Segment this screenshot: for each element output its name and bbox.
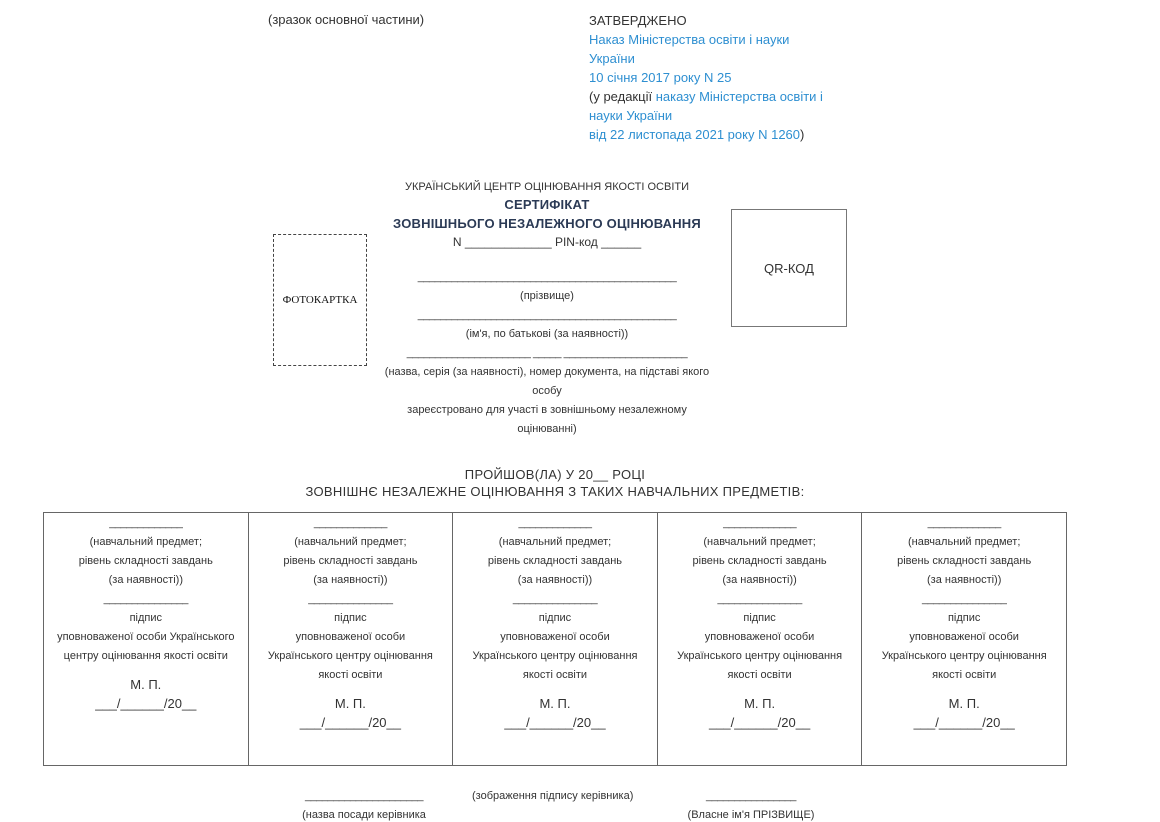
subject-cell-1 bbox=[44, 513, 249, 766]
subject-caption-line3: (за наявності)) bbox=[927, 574, 1002, 586]
subject-caption-line1: (навчальний предмет; bbox=[907, 536, 1021, 548]
certificate-title: СЕРТИФІКАТ bbox=[504, 197, 590, 212]
passed-subjects-line: ЗОВНІШНЄ НЕЗАЛЕЖНЕ ОЦІНЮВАННЯ З ТАКИХ НАВЧАЛЬНИХ ПРЕДМЕТІВ: bbox=[305, 484, 805, 499]
signature-caption-line1: підпис bbox=[129, 612, 162, 624]
head-position-rule: _____________________ bbox=[305, 790, 423, 802]
head-name-caption: (Власне ім'я ПРІЗВИЩЕ) bbox=[687, 809, 815, 821]
qr-code-placeholder bbox=[731, 209, 847, 327]
certificate-number-line: N _____________ PIN-код ______ bbox=[452, 235, 642, 249]
subject-caption-line3: (за наявності)) bbox=[722, 574, 797, 586]
signature-caption-line4: якості освіти bbox=[522, 669, 588, 681]
subject-rule: _____________ bbox=[109, 517, 183, 529]
signature-caption-line2: уповноваженої особи bbox=[295, 631, 406, 643]
head-name-block bbox=[686, 787, 816, 822]
order-link-line2[interactable]: України bbox=[589, 51, 635, 66]
order-date-link[interactable]: 10 січня 2017 року N 25 bbox=[589, 70, 732, 85]
edition-date-line bbox=[589, 125, 859, 144]
stamp-label: М. П. bbox=[948, 696, 980, 711]
photo-label: ФОТОКАРТКА bbox=[282, 294, 358, 306]
subject-cell-3 bbox=[453, 513, 658, 766]
qr-label: QR-КОД bbox=[764, 260, 814, 276]
subject-caption-line1: (навчальний предмет; bbox=[703, 536, 816, 548]
signature-caption-line3: Українського центру оцінювання bbox=[677, 650, 843, 662]
photo-placeholder bbox=[273, 234, 367, 366]
signature-caption-line4: якості освіти bbox=[932, 669, 997, 681]
surname-rule: ______________________________________________ bbox=[417, 271, 677, 283]
signature-rule: _______________ bbox=[922, 593, 1007, 605]
head-name-rule: ________________ bbox=[706, 790, 796, 802]
date-line: ___/______/20__ bbox=[299, 715, 401, 730]
head-position-block bbox=[294, 787, 434, 822]
subject-caption-line3: (за наявності)) bbox=[108, 574, 183, 586]
subject-caption-line1: (навчальний предмет; bbox=[498, 536, 612, 548]
organization-name: УКРАЇНСЬКИЙ ЦЕНТР ОЦІНЮВАННЯ ЯКОСТІ ОСВІТИ bbox=[404, 181, 690, 193]
subject-rule: _____________ bbox=[723, 517, 797, 529]
document-caption-line4: оцінюванні) bbox=[517, 423, 577, 435]
signature-caption-line4: якості освіти bbox=[318, 669, 383, 681]
personal-fields bbox=[372, 268, 722, 439]
signature-caption-line2: уповноваженої особи bbox=[909, 631, 1019, 643]
edition-date-link[interactable]: від 22 листопада 2021 року N 1260 bbox=[589, 127, 801, 142]
subject-cell-4 bbox=[657, 513, 862, 766]
name-rule: ______________________________________________ bbox=[417, 309, 677, 321]
document-rule: ______________________ _____ ______________________ bbox=[406, 347, 688, 359]
signature-rule: _______________ bbox=[512, 593, 598, 605]
head-position-caption: (назва посади керівника bbox=[302, 809, 426, 821]
subject-caption-line2: рівень складності завдань bbox=[897, 555, 1032, 567]
edition-open: (у редакції bbox=[589, 89, 656, 104]
subject-caption-line1: (навчальний предмет; bbox=[294, 536, 407, 548]
date-line: ___/______/20__ bbox=[95, 696, 197, 711]
subject-cell-5 bbox=[862, 513, 1067, 766]
surname-caption: (прізвище) bbox=[520, 290, 574, 302]
signature-rule: _______________ bbox=[308, 593, 393, 605]
subjects-table bbox=[43, 512, 1067, 766]
signature-rule: _______________ bbox=[103, 593, 188, 605]
subject-caption-line2: рівень складності завдань bbox=[283, 555, 418, 567]
certificate-header bbox=[360, 179, 734, 252]
signature-caption-line2: уповноваженої особи bbox=[500, 631, 610, 643]
subject-rule: _____________ bbox=[518, 517, 592, 529]
signature-caption-line3: Українського центру оцінювання bbox=[267, 650, 433, 662]
signature-caption-line3: центру оцінювання якості освіти bbox=[63, 650, 228, 662]
subject-rule: _____________ bbox=[927, 517, 1001, 529]
order-link-line1[interactable]: Наказ Міністерства освіти і науки bbox=[589, 32, 790, 47]
signature-caption-line1: підпис bbox=[947, 612, 981, 624]
signature-caption-line1: підпис bbox=[538, 612, 572, 624]
approval-block bbox=[589, 11, 859, 144]
signature-caption-line1: підпис bbox=[334, 612, 367, 624]
document-caption-line1: (назва, серія (за наявності), номер документа, на підставі якого bbox=[384, 366, 710, 378]
subject-caption-line2: рівень складності завдань bbox=[78, 555, 213, 567]
stamp-label: М. П. bbox=[744, 696, 776, 711]
edition-close: ) bbox=[800, 127, 805, 142]
subject-caption-line3: (за наявності)) bbox=[517, 574, 593, 586]
stamp-label: М. П. bbox=[334, 696, 366, 711]
passed-year-line: ПРОЙШОВ(ЛА) У 20__ РОЦІ bbox=[464, 467, 646, 482]
date-line: ___/______/20__ bbox=[913, 715, 1015, 730]
passed-heading bbox=[260, 466, 850, 500]
subject-caption-line1: (навчальний предмет; bbox=[89, 536, 202, 548]
subject-caption-line2: рівень складності завдань bbox=[692, 555, 827, 567]
subject-caption-line3: (за наявності)) bbox=[313, 574, 388, 586]
edition-line1 bbox=[589, 87, 859, 106]
date-line: ___/______/20__ bbox=[708, 715, 811, 730]
subject-cell-2 bbox=[248, 513, 453, 766]
document-caption-line3: зареєстровано для участі в зовнішньому незалежному bbox=[407, 404, 687, 416]
document-caption-line2: особу bbox=[532, 385, 562, 397]
sample-note: (зразок основної частини) bbox=[268, 12, 425, 27]
subject-caption-line2: рівень складності завдань bbox=[487, 555, 623, 567]
signature-caption-line1: підпис bbox=[743, 612, 776, 624]
edition-order-link-line2[interactable]: науки України bbox=[589, 108, 673, 123]
date-line: ___/______/20__ bbox=[504, 715, 606, 730]
approved-label: ЗАТВЕРДЖЕНО bbox=[589, 13, 687, 28]
signature-caption-line3: Українського центру оцінювання bbox=[881, 650, 1047, 662]
signature-caption-line2: уповноваженої особи Українського bbox=[57, 631, 235, 643]
subjects-row bbox=[44, 513, 1067, 766]
edition-order-link[interactable]: наказу Міністерства освіти і bbox=[655, 89, 823, 104]
stamp-label: М. П. bbox=[539, 696, 571, 711]
subject-rule: _____________ bbox=[313, 517, 387, 529]
signature-rule: _______________ bbox=[717, 593, 802, 605]
head-signature-caption: (зображення підпису керівника) bbox=[472, 790, 634, 802]
signature-caption-line3: Українського центру оцінювання bbox=[472, 650, 638, 662]
signature-caption-line4: якості освіти bbox=[727, 669, 792, 681]
signature-caption-line2: уповноваженої особи bbox=[704, 631, 815, 643]
name-caption: (ім'я, по батькові (за наявності)) bbox=[465, 328, 629, 340]
stamp-label: М. П. bbox=[130, 677, 162, 692]
certificate-subtitle: ЗОВНІШНЬОГО НЕЗАЛЕЖНОГО ОЦІНЮВАННЯ bbox=[393, 216, 701, 231]
